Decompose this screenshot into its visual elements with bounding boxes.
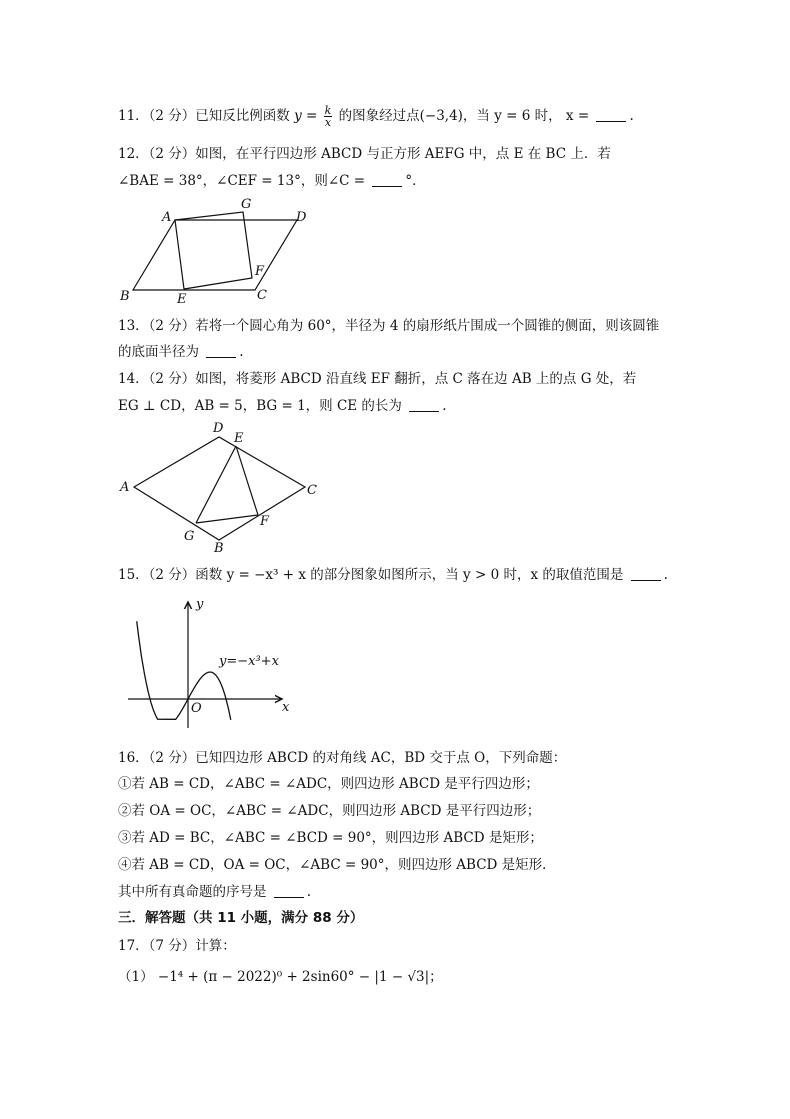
q16-option-1: ①若 AB = CD，∠ABC = ∠ADC，则四边形 ABCD 是平行四边形； — [118, 776, 539, 792]
fraction-k-over-x: $\frac{k}{x}$ — [324, 104, 332, 129]
q16-option-4: ④若 AB = CD，OA = OC，∠ABC = 90°，则四边形 ABCD 是矩形． — [118, 857, 556, 873]
q14-line1: 14．（2 分）如图，将菱形 ABCD 沿直线 EF 翻折，点 C 落在边 AB 上的点 G 处，若 — [118, 371, 637, 387]
label-F: F — [260, 514, 270, 529]
x-axis-label: x — [282, 700, 290, 715]
q12-line1: 12．（2 分）如图，在平行四边形 ABCD 与正方形 AEFG 中，点 E 在 BC 上．若 — [118, 146, 611, 162]
q13-line1: 13．（2 分）若将一个圆心角为 60°，半径为 4 的扇形纸片围成一个圆锥的侧面，则该圆锥 — [118, 318, 660, 334]
label-G: G — [241, 197, 252, 212]
label-G: G — [184, 529, 195, 544]
label-B: B — [214, 541, 224, 556]
label-A: A — [162, 210, 172, 225]
q16-question: 其中所有真命题的序号是 . — [118, 884, 312, 900]
y-axis-label: y — [196, 597, 204, 612]
label-E: E — [177, 292, 187, 307]
q13-line2: 的底面半径为 . — [118, 344, 244, 360]
label-E: E — [234, 431, 244, 446]
cubic-curve — [137, 621, 231, 720]
section-3-heading: 三．解答题（共 11 小题，满分 88 分） — [118, 910, 364, 926]
q17-line1: 17．（7 分）计算： — [118, 938, 236, 954]
label-D: D — [296, 210, 307, 225]
label-A: A — [120, 480, 130, 495]
label-C: C — [307, 483, 317, 498]
origin-label: O — [191, 701, 202, 716]
q11-text: 11．（2 分）已知反比例函数 y = $\frac{k}{x}$ 的图象经过点(−3,4)，当 y = 6 时， x = . — [118, 104, 634, 129]
label-D: D — [213, 421, 224, 436]
q12-line2: ∠BAE = 38°，∠CEF = 13°，则∠C = °． — [118, 173, 426, 189]
q16-option-2: ②若 OA = OC，∠ABC = ∠ADC，则四边形 ABCD 是平行四边形； — [118, 803, 541, 819]
q16-option-3: ③若 AD = BC，∠ABC = ∠BCD = 90°，则四边形 ABCD 是矩形； — [118, 830, 543, 846]
q14-line2: EG ⊥ CD，AB = 5，BG = 1，则 CE 的长为 . — [118, 398, 447, 414]
label-F: F — [255, 264, 265, 279]
q15-text: 15．（2 分）函数 y = −x³ + x 的部分图象如图所示，当 y > 0 时，x 的取值范围是 . — [118, 567, 668, 583]
answer-blank — [274, 885, 304, 898]
q17-part1: （1） −1⁴ + (π − 2022)⁰ + 2sin60° − |1 − √3|； — [118, 969, 443, 985]
label-B: B — [120, 289, 130, 304]
label-C: C — [257, 288, 267, 303]
curve-label: y=−x³+x — [219, 654, 279, 669]
q16-line1: 16．（2 分）已知四边形 ABCD 的对角线 AC，BD 交于点 O，下列命题： — [118, 750, 567, 766]
